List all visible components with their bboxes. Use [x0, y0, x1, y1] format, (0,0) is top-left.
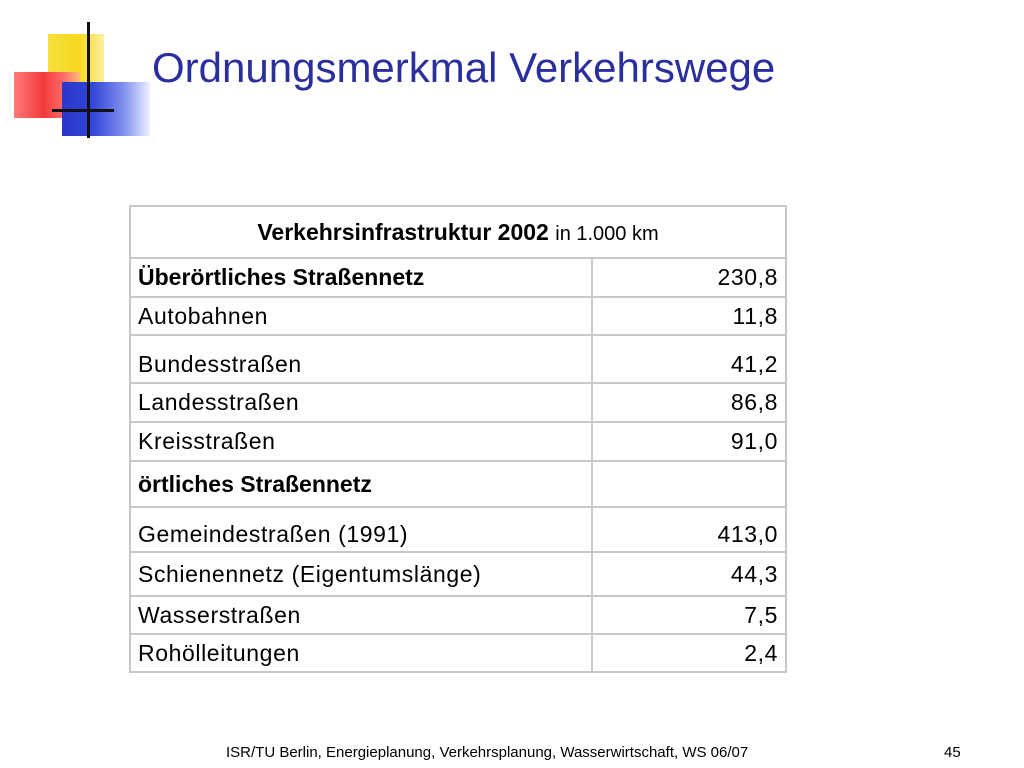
table-header-title: Verkehrsinfrastruktur 2002 [257, 218, 549, 245]
row-value: 230,8 [592, 258, 786, 297]
table-row [130, 297, 786, 335]
row-value: 91,0 [592, 422, 786, 461]
table-header-row [130, 206, 786, 258]
row-label: Kreisstraßen [130, 422, 592, 461]
table-row [130, 258, 786, 297]
row-value: 413,0 [592, 507, 786, 552]
row-value: 41,2 [592, 335, 786, 383]
infrastructure-table [129, 205, 787, 673]
table-row [130, 422, 786, 461]
decorative-logo-squares [0, 0, 150, 145]
row-label: Autobahnen [130, 297, 592, 335]
row-label: Rohölleitungen [130, 634, 592, 672]
table-header-unit: in 1.000 km [555, 222, 659, 245]
logo-vertical-line [87, 22, 90, 138]
page-number: 45 [944, 744, 961, 761]
row-value: 2,4 [592, 634, 786, 672]
row-value: 86,8 [592, 383, 786, 422]
table-row [130, 335, 786, 383]
slide-footer: ISR/TU Berlin, Energieplanung, Verkehrsplanung, Wasserwirtschaft, WS 06/07 [226, 744, 749, 761]
slide-title: Ordnungsmerkmal Verkehrswege [152, 44, 776, 91]
table-header-cell [130, 206, 786, 258]
table-row [130, 461, 786, 507]
logo-horizontal-line [52, 109, 114, 112]
row-label: Wasserstraßen [130, 596, 592, 634]
row-label: Bundesstraßen [130, 335, 592, 383]
table-row [130, 596, 786, 634]
row-label: Landesstraßen [130, 383, 592, 422]
row-value: 11,8 [592, 297, 786, 335]
table-row [130, 507, 786, 552]
row-label: Überörtliches Straßennetz [130, 258, 592, 297]
table-row [130, 383, 786, 422]
row-value [592, 461, 786, 507]
row-value: 44,3 [592, 552, 786, 596]
row-label: Schienennetz (Eigentumslänge) [130, 552, 592, 596]
row-label: Gemeindestraßen (1991) [130, 507, 592, 552]
row-label: örtliches Straßennetz [130, 461, 592, 507]
table-row [130, 552, 786, 596]
table-row [130, 634, 786, 672]
row-value: 7,5 [592, 596, 786, 634]
